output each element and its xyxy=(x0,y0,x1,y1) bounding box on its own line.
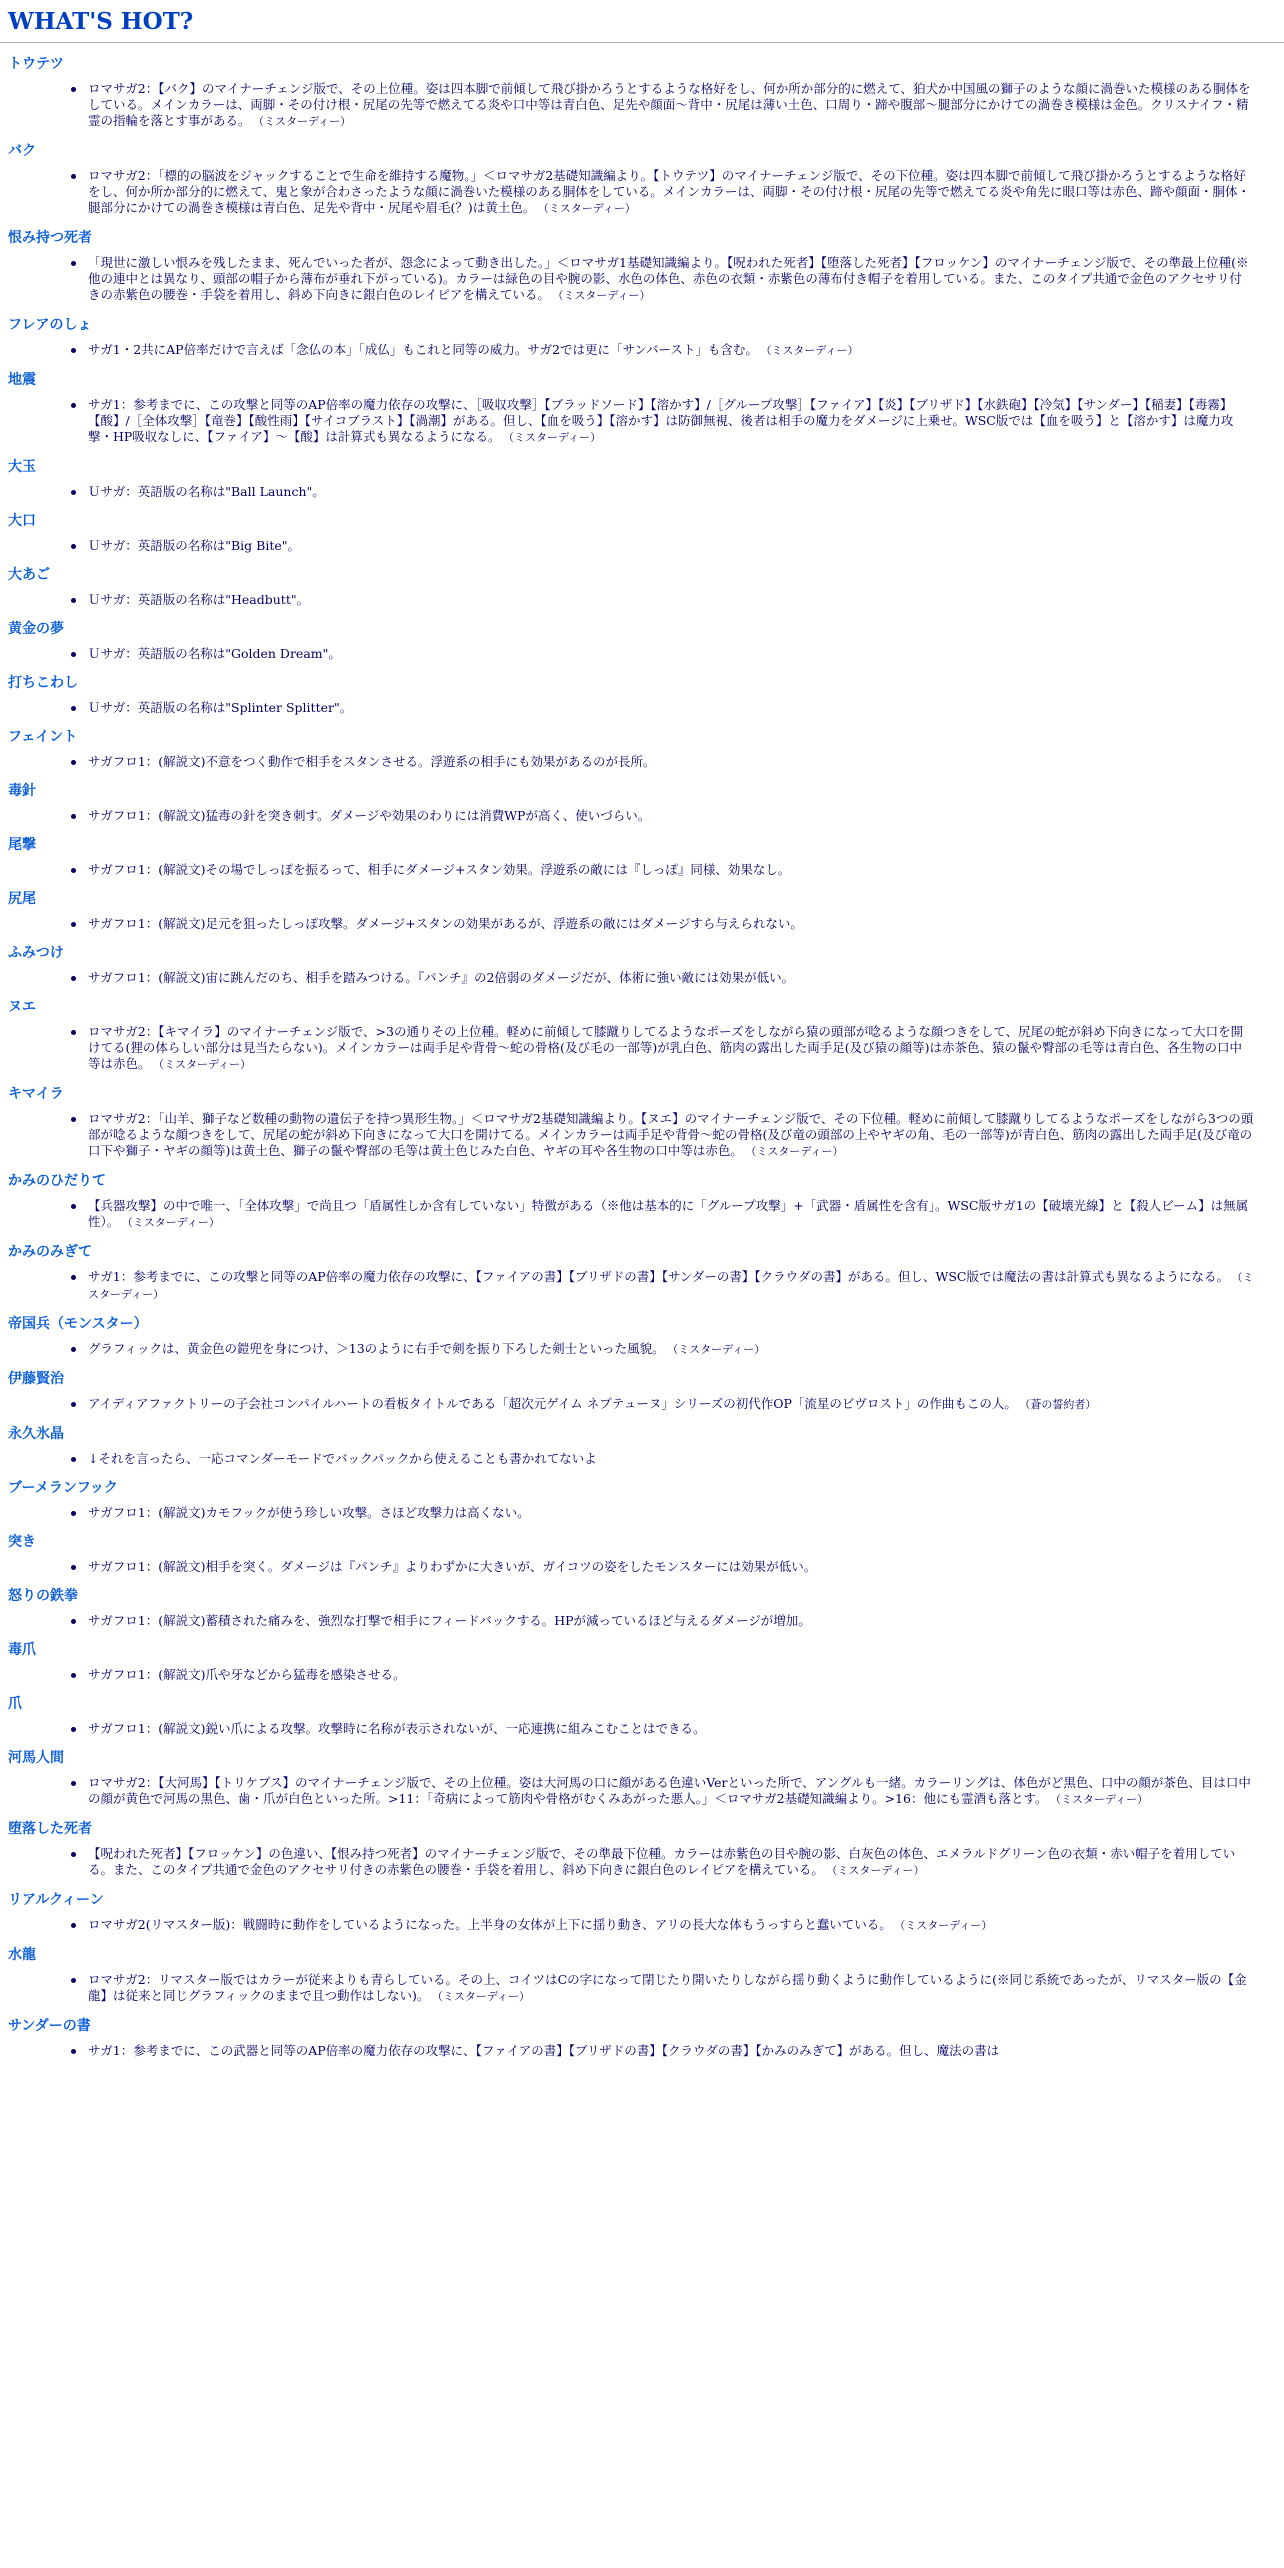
entry-description xyxy=(88,75,1254,130)
entry-description-list xyxy=(8,964,1284,986)
entry-term-link[interactable]: 怒りの鉄拳 xyxy=(8,1588,78,1604)
entry-description xyxy=(88,1661,1254,1683)
entry-term-link[interactable]: 尾撃 xyxy=(8,837,36,853)
entry-description xyxy=(88,532,1254,554)
entry-description-list xyxy=(8,1769,1284,1808)
entry-description-list xyxy=(8,1553,1284,1575)
entry-term-link[interactable]: 永久氷晶 xyxy=(8,1426,64,1442)
entry-description-list xyxy=(8,2037,1284,2059)
entry-description-text: サガフロ1：(解説文)爪や牙などから猛毒を感染させる。 xyxy=(88,1667,406,1682)
entry-term-link[interactable]: 大あご xyxy=(8,567,50,583)
entry-author: （ミスターディー） xyxy=(899,1919,993,1932)
entry xyxy=(8,824,1284,878)
entry-term-link[interactable]: 恨み持つ死者 xyxy=(8,230,92,246)
entry-description-text: サガ1：参考までに、この武器と同等のAP倍率の魔力依存の攻撃に、【ファイアの書】【ブリザドの書】【クラウダの書】【かみのみぎて】がある。但し、魔法の書は xyxy=(88,2043,1000,2058)
entry-description-text: ↓それを言ったら、一応コマンダーモードでバックパックから使えることも書かれてないよ xyxy=(88,1451,597,1466)
entry-description-list xyxy=(8,478,1284,500)
entry-description xyxy=(88,1105,1254,1160)
entry-description xyxy=(88,640,1254,662)
entry-description xyxy=(88,910,1254,932)
entry-description-text: サガフロ1：(解説文)鋭い爪による攻撃。攻撃時に名称が表示されないが、一応連携に組みこむことはできる。 xyxy=(88,1721,706,1736)
entry-term-link[interactable]: フレアのしょ xyxy=(8,317,92,333)
entry xyxy=(8,217,1284,304)
entry-description xyxy=(88,586,1254,608)
entry-term-link[interactable]: 毒針 xyxy=(8,783,36,799)
entry-author: （ミスターディー） xyxy=(437,1990,531,2003)
entry xyxy=(8,1413,1284,1467)
entry-description-text: サガ1：参考までに、この攻撃と同等のAP倍率の魔力依存の攻撃に、【ファイアの書】【ブリザドの書】【サンダーの書】【クラウダの書】がある。但し、WSC版では魔法の書は計算式も異なるようになる。 xyxy=(88,1269,1229,1284)
entry xyxy=(8,359,1284,446)
entry-term-link[interactable]: キマイラ xyxy=(8,1086,64,1102)
entry-description xyxy=(88,748,1254,770)
entry-term-link[interactable]: サンダーの書 xyxy=(8,2018,91,2034)
entry-term-link[interactable]: 堕落した死者 xyxy=(8,1821,92,1837)
entry-description-list xyxy=(8,1966,1284,2005)
entry-description-text: 【呪われた死者】【フロッケン】の色違い、【恨み持つ死者】のマイナーチェンジ版で、その準最下位種。カラーは赤紫色の目や腕の影、白灰色の体色、エメラルドグリーン色の衣類・赤い帽子を着用している。また、このタイプ共通で金色のアクセサリ付きの赤紫色の腰巻・手袋を着用し、斜め下向きに銀白色のレイピアを構えている。 xyxy=(88,1846,1236,1877)
entry-description-list xyxy=(8,910,1284,932)
entry-author: （ミスターディー） xyxy=(765,344,859,357)
entry-term-link[interactable]: ヌエ xyxy=(8,999,36,1015)
entry-description-text: ロマサガ2：【キマイラ】のマイナーチェンジ版で、>3の通りその上位種。軽めに前傾して膝蹴りしてるようなポーズをしながら猿の頭部が唸るような顔つきをして、尻尾の蛇が斜め下向きになって大口を開けてる(狸の体らしい部分は見当たらない)。メインカラーは両手足や背骨～蛇の骨格(及び毛の一部等)が乳白色、筋肉の露出した両手足(及び猿の顔等)は赤茶色、猿の鬣や臀部の毛等は青白色、各生物の口中等は赤色。 xyxy=(88,1024,1244,1071)
entry-description-text: ロマサガ2：「山羊、獅子など数種の動物の遺伝子を持つ異形生物。」＜ロマサガ2基礎知識編より。【ヌエ】のマイナーチェンジ版で、その下位種。軽めに前傾して膝蹴りしてるようなポーズをしながら3つの頭部が唸るような顔つきをして、尻尾の蛇が斜め下向きになって大口を開けてる。メインカラーは両手足や背骨～蛇の骨格(及び竜の頭部の上やヤギの角、毛の一部等)が青白色、筋肉の露出した両手足(及び竜の口下や獅子・ヤギの顔等)は黄土色、獅子の鬣や臀部の毛等は黄土色じみた白色、ヤギの耳や各生物の口中等は赤色。 xyxy=(88,1111,1254,1158)
entry-term-link[interactable]: 突き xyxy=(8,1534,36,1550)
entry-description-list xyxy=(8,1263,1284,1303)
entry-description-text: ロマサガ2：【大河馬】【トリケプス】のマイナーチェンジ版で、その上位種。姿は大河馬の口に顔がある色違いVerといった所で、アングルも一緒。カラーリングは、体色がど黒色、口中の顔が茶色、目は口中の顔が黄色で河馬の黒色、歯・爪が白色といった所。>11：「奇病によって筋肉や骨格がむくみあがった悪人。」＜ロマサガ2基礎知識編より。>16：他にも霊酒も落とす。 xyxy=(88,1775,1251,1806)
entry-description-list xyxy=(8,1499,1284,1521)
entry-author: （ミスターディー） xyxy=(508,431,602,444)
entry-list xyxy=(0,43,1284,2059)
entry-description-text: Ｕサガ：英語版の名称は"Big Bite"。 xyxy=(88,538,301,553)
entry-description-text: サガフロ1：(解説文)相手を突く。ダメージは『パンチ』よりわずかに大きいが、ガイコツの姿をしたモンスターには効果が低い。 xyxy=(88,1559,817,1574)
entry-author: （ミスターディー） xyxy=(258,115,352,128)
entry-description xyxy=(88,1335,1254,1358)
entry-term-link[interactable]: 地震 xyxy=(8,372,36,388)
entry-description-list xyxy=(8,748,1284,770)
entry-description-list xyxy=(8,1661,1284,1683)
entry-description-list xyxy=(8,1607,1284,1629)
page-title: WHAT'S HOT? xyxy=(8,8,194,35)
entry-term-link[interactable]: トウテツ xyxy=(8,56,64,72)
entry-author: （蒼の誓約者） xyxy=(1024,1398,1097,1411)
entry-description xyxy=(88,1966,1254,2005)
entry-description-text: 【兵器攻撃】の中で唯一、「全体攻撃」で尚且つ「盾属性しか含有していない」特徴がある（※他は基本的に「グループ攻撃」+「武器・盾属性を含有」。WSC版サガ1の【破壊光線】と【殺人ビーム】は無属性）。 xyxy=(88,1198,1249,1229)
entry-term-link[interactable]: 伊藤賢治 xyxy=(8,1371,64,1387)
entry xyxy=(8,608,1284,662)
entry-description xyxy=(88,1390,1254,1413)
entry xyxy=(8,770,1284,824)
entry-description-text: サガフロ1：(解説文)カモフックが使う珍しい攻撃。さほど攻撃力は高くない。 xyxy=(88,1505,530,1520)
entry-description xyxy=(88,1499,1254,1521)
entry-description xyxy=(88,391,1254,446)
entry-author: （ミスターディー） xyxy=(88,1271,1254,1301)
entry xyxy=(8,500,1284,554)
entry-description-list xyxy=(8,694,1284,716)
entry-description xyxy=(88,1445,1254,1467)
entry-term-link[interactable]: 水龍 xyxy=(8,1947,36,1963)
entry-description xyxy=(88,1607,1254,1629)
entry-term-link[interactable]: 尻尾 xyxy=(8,891,36,907)
entry-description-text: グラフィックは、黄金色の鎧兜を身につけ、＞13のように右手で剣を振り下ろした剣士といった風貌。 xyxy=(88,1341,665,1356)
entry-description-list xyxy=(8,75,1284,130)
entry-description-list xyxy=(8,1911,1284,1934)
entry-term-link[interactable]: 大玉 xyxy=(8,459,36,475)
entry-description-text: サガフロ1：(解説文)宙に跳んだのち、相手を踏みつける。『パンチ』の2倍弱のダメージだが、体術に強い敵には効果が低い。 xyxy=(88,970,795,985)
entry-description-list xyxy=(8,1192,1284,1231)
entry-term-link[interactable]: 河馬人間 xyxy=(8,1750,64,1766)
entry-term-link[interactable]: 毒爪 xyxy=(8,1642,36,1658)
entry-description-text: サガフロ1：(解説文)猛毒の針を突き刺す。ダメージや効果のわりには消費WPが高く、使いづらい。 xyxy=(88,808,651,823)
entry-description-list xyxy=(8,1445,1284,1467)
entry-description-list xyxy=(8,336,1284,359)
entry-description xyxy=(88,2037,1254,2059)
entry-term-link[interactable]: フェイント xyxy=(8,729,78,745)
entry xyxy=(8,986,1284,1073)
entry-description-list xyxy=(8,1390,1284,1413)
entry xyxy=(8,2005,1284,2059)
entry-description-text: ロマサガ2：リマスター版ではカラーが従来よりも青らしている。その上、コイツはCの字になって閉じたり開いたりしながら揺り動くように動作しているように(※同じ系統であったが、リマスター版の【金龍】は従来と同じグラフィックのままで且つ動作はしない)。 xyxy=(88,1972,1247,2003)
entry-description-text: Ｕサガ：英語版の名称は"Golden Dream"。 xyxy=(88,646,341,661)
entry-term-link[interactable]: 帝国兵（モンスター） xyxy=(8,1316,148,1332)
entry-description-list xyxy=(8,249,1284,304)
entry-description xyxy=(88,1715,1254,1737)
entry-description xyxy=(88,964,1254,986)
entry-term-link[interactable]: 大口 xyxy=(8,513,36,529)
entry-description-list xyxy=(8,586,1284,608)
entry-author: （ミスターディー） xyxy=(672,1343,766,1356)
entry xyxy=(8,1879,1284,1934)
entry-term-link[interactable]: かみのみぎて xyxy=(8,1244,92,1260)
entry-author: （ミスターディー） xyxy=(831,1864,925,1877)
entry-description-list xyxy=(8,162,1284,217)
entry-description-list xyxy=(8,856,1284,878)
entry xyxy=(8,130,1284,217)
entry-description xyxy=(88,1018,1254,1073)
entry xyxy=(8,1521,1284,1575)
entry xyxy=(8,1358,1284,1413)
entry-description-list xyxy=(8,391,1284,446)
entry-description xyxy=(88,1911,1254,1934)
entry-description-text: ロマサガ2：【バク】のマイナーチェンジ版で、その上位種。姿は四本脚で前傾して飛び掛かろうとするような格好をし、何か所か部分的に燃えて、狛犬か中国風の獅子のような顔に渦巻いた模様のある胴体をしている。メインカラーは、両脚・その付け根・尻尾の先等で燃えてる炎や口中等は青白色、足先や顔面～背中・尻尾は薄い土色、口周り・蹄や腹部～腿部分にかけての渦巻き模様は金色。クリスナイフ・精霊の指輪を落とす事がある。 xyxy=(88,81,1251,128)
entry-description xyxy=(88,1553,1254,1575)
entry xyxy=(8,1231,1284,1303)
entry xyxy=(8,1737,1284,1808)
entry-description xyxy=(88,802,1254,824)
entry-description-list xyxy=(8,1840,1284,1879)
entry xyxy=(8,43,1284,130)
entry-description xyxy=(88,856,1254,878)
entry-description-text: サガ1：参考までに、この攻撃と同等のAP倍率の魔力依存の攻撃に、［吸収攻撃］【ブラッドソード】【溶かす】/［グループ攻撃］【ファイア】【炎】【ブリザド】【水鉄砲】【冷気】【サンダー】【稲妻】【毒霧】【酸】/［全体攻撃］【竜巻】【酸性雨】【サイコブラスト】【渦潮】がある。但し、【血を吸う】【溶かす】は防御無視、後者は相手の魔力をダメージに上乗せ。WSC版では【血を吸う】と【溶かす】は魔力攻撃・HP吸収なしに、【ファイア】～【酸】は計算式も異なるようになる。 xyxy=(88,397,1234,444)
entry xyxy=(8,1934,1284,2005)
entry xyxy=(8,1073,1284,1160)
entry-author: （ミスターディー） xyxy=(127,1216,220,1229)
entry xyxy=(8,716,1284,770)
entry xyxy=(8,1575,1284,1629)
entry-term-link[interactable]: 爪 xyxy=(8,1696,22,1712)
entry-description xyxy=(88,1840,1254,1879)
entry-term-link[interactable]: かみのひだりて xyxy=(8,1173,106,1189)
entry-description-list xyxy=(8,532,1284,554)
entry-author: （ミスターディー） xyxy=(158,1058,252,1071)
entry-author: （ミスターディー） xyxy=(543,202,636,215)
entry-description xyxy=(88,478,1254,500)
entry-description-list xyxy=(8,1105,1284,1160)
entry xyxy=(8,1303,1284,1358)
entry-description xyxy=(88,694,1254,716)
entry-description xyxy=(88,249,1254,304)
entry-description-list xyxy=(8,1018,1284,1073)
entry-description-text: ロマサガ2(リマスター版)：戦闘時に動作をしているようになった。上半身の女体が上下に揺り動き、アリの長大な体もうっすらと蠢いている。 xyxy=(88,1917,892,1932)
entry xyxy=(8,446,1284,500)
entry-author: （ミスターディー） xyxy=(557,289,651,302)
entry-description-list xyxy=(8,802,1284,824)
entry-description xyxy=(88,162,1254,217)
entry-description-text: 「現世に激しい恨みを残したまま、死んでいった者が、怨念によって動き出した。」＜ロマサガ1基礎知識編より。【呪われた死者】【堕落した死者】【フロッケン】のマイナーチェンジ版で、その準最上位種(※他の連中とは異なり、頭部の帽子から薄布が垂れ下がっている)。カラーは緑色の目や腕の影、水色の体色、赤色の衣類・赤紫色の薄布付き帽子を着用している。また、このタイプ共通で金色のアクセサリ付きの赤紫色の腰巻・手袋を着用し、斜め下向きに銀白色のレイピアを構えている。 xyxy=(88,255,1249,302)
entry-description-list xyxy=(8,640,1284,662)
entry-description-text: Ｕサガ：英語版の名称は"Headbutt"。 xyxy=(88,592,310,607)
entry-description xyxy=(88,1263,1254,1303)
entry xyxy=(8,1160,1284,1231)
entry-term-link[interactable]: 打ちこわし xyxy=(8,675,78,691)
entry xyxy=(8,1683,1284,1737)
entry-author: （ミスターディー） xyxy=(1055,1793,1149,1806)
entry xyxy=(8,304,1284,359)
entry-description xyxy=(88,1769,1254,1808)
entry-description-list xyxy=(8,1335,1284,1358)
entry-description xyxy=(88,1192,1254,1231)
entry-description-text: Ｕサガ：英語版の名称は"Splinter Splitter"。 xyxy=(88,700,353,715)
entry-term-link[interactable]: ブーメランフック xyxy=(8,1480,118,1496)
entry-description-text: ロマサガ2：「標的の脳波をジャックすることで生命を維持する魔物。」＜ロマサガ2基礎知識編より。【トウテツ】のマイナーチェンジ版で、その下位種。姿は四本脚で前傾して飛び掛かろうとするような格好をし、何か所か部分的に燃えて、鬼と象が合わさったような顔に渦巻いた模様のある胴体をしている。メインカラーは、両脚・その付け根・尻尾の先等で燃えてる炎や角先に眼口等は赤色、蹄や顔面・胴体・腿部分にかけての渦巻き模様は青白色、足先や背中・尻尾や眉毛(？)は黄土色。 xyxy=(88,168,1251,215)
entry-description-text: サガフロ1：(解説文)その場でしっぽを振るって、相手にダメージ+スタン効果。浮遊系の敵には『しっぽ』同様、効果なし。 xyxy=(88,862,791,877)
entry-term-link[interactable]: ふみつけ xyxy=(8,945,64,961)
entry xyxy=(8,554,1284,608)
entry xyxy=(8,662,1284,716)
entry-term-link[interactable]: 黄金の夢 xyxy=(8,621,64,637)
entry-description-text: サガフロ1：(解説文)不意をつく動作で相手をスタンさせる。浮遊系の相手にも効果があるのが長所。 xyxy=(88,754,656,769)
entry xyxy=(8,1808,1284,1879)
entry-description xyxy=(88,336,1254,359)
entry-description-text: サガフロ1：(解説文)蓄積された痛みを、強烈な打撃で相手にフィードバックする。HPが減っているほど与えるダメージが増加。 xyxy=(88,1613,811,1628)
entry-description-list xyxy=(8,1715,1284,1737)
entry xyxy=(8,1629,1284,1683)
entry-author: （ミスターディー） xyxy=(750,1145,844,1158)
entry-term-link[interactable]: バク xyxy=(8,143,36,159)
entry-description-text: サガフロ1：(解説文)足元を狙ったしっぽ攻撃。ダメージ+スタンの効果があるが、浮遊系の敵にはダメージすら与えられない。 xyxy=(88,916,803,931)
entry-description-text: Ｕサガ：英語版の名称は"Ball Launch"。 xyxy=(88,484,325,499)
entry xyxy=(8,932,1284,986)
entry xyxy=(8,1467,1284,1521)
entry-description-text: サガ1・2共にAP倍率だけで言えば「念仏の本」「成仏」もこれと同等の威力。サガ2では更に「サンバースト」も含む。 xyxy=(88,342,758,357)
entry-description-text: アイディアファクトリーの子会社コンパイルハートの看板タイトルである「超次元ゲイム ネプテューヌ」シリーズの初代作OP「流星のビヴロスト」の作曲もこの人。 xyxy=(88,1396,1017,1411)
entry-term-link[interactable]: リアルクィーン xyxy=(8,1892,104,1908)
entry xyxy=(8,878,1284,932)
